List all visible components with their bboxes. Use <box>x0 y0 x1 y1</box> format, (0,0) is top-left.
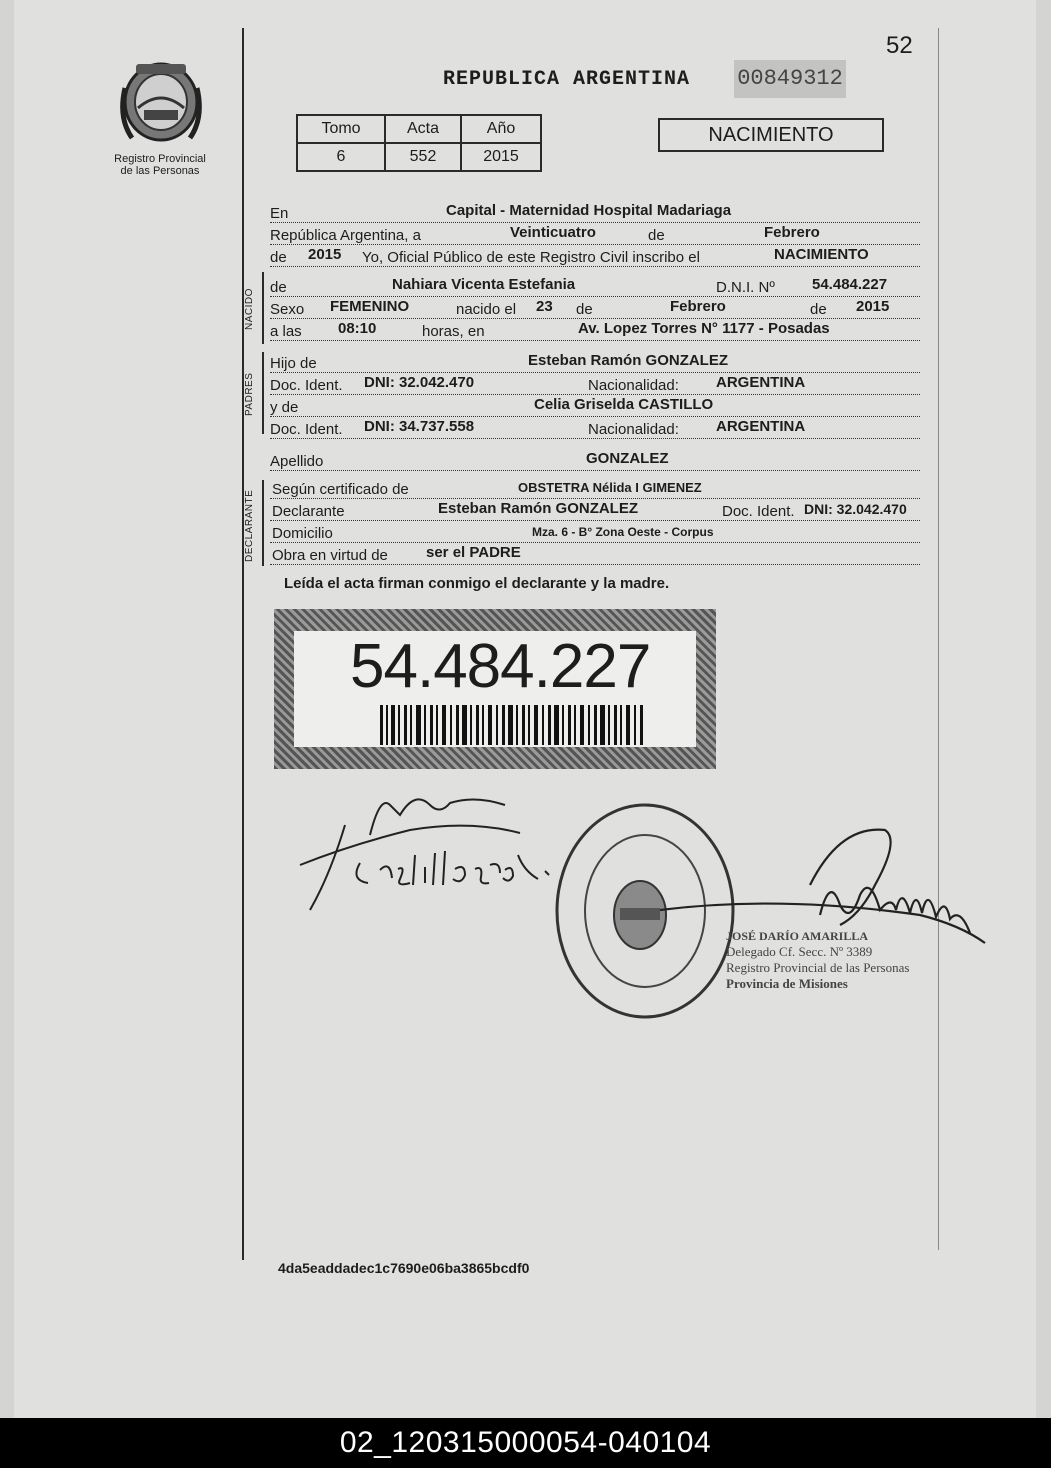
document-title: REPUBLICA ARGENTINA <box>443 68 691 91</box>
label-hijo-de: Hijo de <box>270 355 320 372</box>
closing-statement: Leída el acta firman conmigo el declarante y la madre. <box>284 575 670 592</box>
value-birth-place: Av. Lopez Torres N° 1177 - Posadas <box>578 320 830 337</box>
logo-caption-line-1: Registro Provincial <box>114 153 206 165</box>
value-birth-year: 2015 <box>856 298 890 315</box>
row-en <box>270 200 920 223</box>
register-header-acta: Acta <box>385 115 461 143</box>
row-nacido-name <box>270 274 920 297</box>
label-de-name: de <box>270 279 290 296</box>
row-apellido <box>270 448 920 471</box>
label-apellido: Apellido <box>270 453 326 470</box>
barcode-label <box>294 631 696 747</box>
label-certificado: Según certificado de <box>272 481 412 498</box>
label-de: de <box>648 227 668 244</box>
row-declarante <box>270 498 920 521</box>
section-label-padres: PADRES <box>244 372 255 416</box>
row-domicilio <box>270 520 920 543</box>
label-horas-en: horas, en <box>422 323 488 340</box>
record-type-box: NACIMIENTO <box>658 118 884 152</box>
section-label-declarante: DECLARANTE <box>244 489 255 562</box>
register-value-row <box>297 143 541 171</box>
scan-id-bar: 02_120315000054-040104 <box>0 1418 1051 1468</box>
value-time: 08:10 <box>338 320 377 337</box>
row-sexo <box>270 296 920 319</box>
padres-bracket <box>262 352 264 434</box>
label-declarante: Declarante <box>272 503 348 520</box>
label-nacido-el: nacido el <box>456 301 519 318</box>
value-domicilio: Mza. 6 - B° Zona Oeste - Corpus <box>532 525 714 539</box>
value-apellido: GONZALEZ <box>586 450 669 467</box>
register-header-row <box>297 115 541 143</box>
register-table <box>296 114 542 172</box>
row-hora <box>270 318 920 341</box>
value-mother-name: Celia Griselda CASTILLO <box>534 396 714 413</box>
value-birth-day: 23 <box>536 298 553 315</box>
value-birth-month: Febrero <box>670 298 726 315</box>
right-margin-line <box>938 28 939 1250</box>
value-father-name: Esteban Ramón GONZALEZ <box>528 352 729 369</box>
row-year <box>270 244 920 267</box>
label-mother-doc: Doc. Ident. <box>270 421 346 438</box>
declarante-bracket <box>262 480 264 566</box>
label-declarante-doc: Doc. Ident. <box>722 503 798 520</box>
section-label-nacido: NACIDO <box>244 288 255 330</box>
barcode-number: 54.484.227 <box>350 632 651 701</box>
value-day: Veinticuatro <box>510 224 596 241</box>
value-father-nationality: ARGENTINA <box>716 374 806 391</box>
nacido-bracket <box>262 272 264 344</box>
register-header-anio: Año <box>461 115 541 143</box>
label-republica: República Argentina, a <box>270 227 424 244</box>
value-certificado: OBSTETRA Nélida I GIMENEZ <box>518 480 702 495</box>
label-de-year: de <box>270 249 290 266</box>
label-domicilio: Domicilio <box>272 525 336 542</box>
logo-caption-line-2: de las Personas <box>120 165 200 177</box>
label-father-nationality: Nacionalidad: <box>588 377 682 394</box>
register-value-tomo: 6 <box>297 143 385 171</box>
label-mother-nationality: Nacionalidad: <box>588 421 682 438</box>
label-father-doc: Doc. Ident. <box>270 377 346 394</box>
label-y-de: y de <box>270 399 301 416</box>
label-de-birth-year: de <box>810 301 830 318</box>
row-father-doc <box>270 372 920 395</box>
document-hash: 4da5eaddadec1c7690e06ba3865bcdf0 <box>278 1260 530 1276</box>
label-yo: Yo, Oficial Público de este Registro Civil inscribo el <box>362 249 703 266</box>
value-sexo: FEMENINO <box>330 298 410 315</box>
value-obra: ser el PADRE <box>426 544 521 561</box>
value-declarante-name: Esteban Ramón GONZALEZ <box>438 500 639 517</box>
label-de-birth: de <box>576 301 596 318</box>
logo-caption <box>100 153 220 177</box>
value-mother-nationality: ARGENTINA <box>716 418 806 435</box>
register-header-tomo: Tomo <box>297 115 385 143</box>
row-y-de <box>270 394 920 417</box>
value-child-dni: 54.484.227 <box>812 276 888 293</box>
folio-number: 52 <box>886 32 913 59</box>
label-a-las: a las <box>270 323 305 340</box>
value-mother-doc: DNI: 34.737.558 <box>364 418 475 435</box>
row-obra <box>270 542 920 565</box>
id-barcode-sticker <box>274 609 716 769</box>
left-margin-line <box>242 28 244 1260</box>
official-name: JOSÉ DARÍO AMARILLA <box>726 929 869 943</box>
value-inscribo: NACIMIENTO <box>774 246 869 263</box>
official-role: Delegado Cf. Secc. Nº 3389 <box>726 944 873 959</box>
official-signature-block <box>726 928 909 992</box>
value-month: Febrero <box>764 224 820 241</box>
value-father-doc: DNI: 32.042.470 <box>364 374 475 391</box>
mother-signature <box>290 785 590 915</box>
value-year: 2015 <box>308 246 342 263</box>
row-mother-doc <box>270 416 920 439</box>
row-republica <box>270 222 920 245</box>
value-declarante-doc: DNI: 32.042.470 <box>804 501 907 517</box>
register-value-acta: 552 <box>385 143 461 171</box>
serial-number: 00849312 <box>734 60 846 98</box>
row-certificado <box>270 476 920 499</box>
barcode-bars-icon <box>380 705 648 745</box>
register-value-anio: 2015 <box>461 143 541 171</box>
value-place: Capital - Maternidad Hospital Madariaga <box>446 202 732 219</box>
official-province: Provincia de Misiones <box>726 976 848 991</box>
official-org: Registro Provincial de las Personas <box>726 960 910 975</box>
row-hijo-de <box>270 350 920 373</box>
label-dni: D.N.I. Nº <box>716 279 778 296</box>
label-sexo: Sexo <box>270 301 307 318</box>
label-obra: Obra en virtud de <box>272 547 391 564</box>
label-en: En <box>270 205 291 222</box>
value-child-name: Nahiara Vicenta Estefania <box>392 276 576 293</box>
